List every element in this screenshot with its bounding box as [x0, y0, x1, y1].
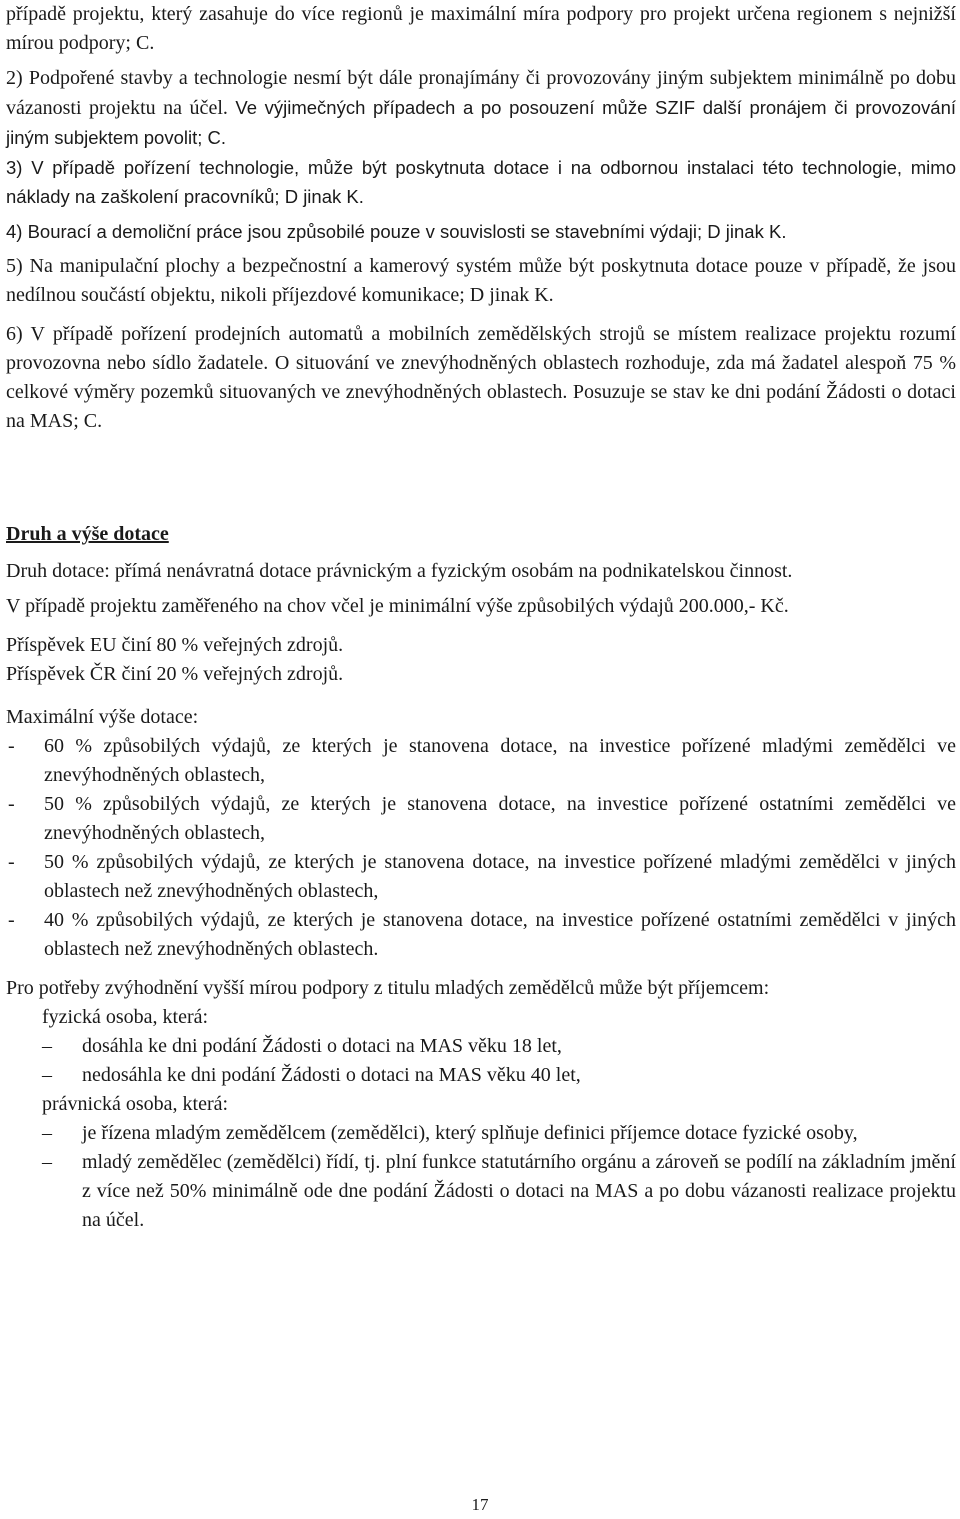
max-grant-heading: Maximální výše dotace: [6, 706, 199, 728]
young-farmers-paragraph: Pro potřeby zvýhodnění vyšší mírou podpory z titulu mladých zemědělců může být příjemcem: [6, 977, 770, 999]
page-number: 17 [471, 1495, 489, 1514]
list-item-4: 4) Bourací a demoliční práce jsou způsobilé pouze v souvislosti se stavebními výdaji; D jinak K. [6, 221, 787, 242]
eu-contribution: Příspěvek EU činí 80 % veřejných zdrojů. [6, 634, 344, 656]
hyphen-marker: - [8, 735, 15, 757]
bees-paragraph: V případě projektu zaměřeného na chov včel je minimální výše způsobilých výdajů 200.000,- Kč. [6, 595, 789, 617]
list-item [6, 1119, 956, 1148]
list-item-text: 60 % způsobilých výdajů, ze kterých je stanovena dotace, na investice pořízené mladými zemědělci ve znevýhodněných oblastech, [44, 735, 956, 786]
continued-paragraph: případě projektu, který zasahuje do více regionů je maximální míra podpory pro projekt určena regionem s nejnižší mírou podpory; C. [6, 3, 956, 54]
document-page [6, 0, 956, 1235]
list-item-text: mladý zemědělec (zemědělci) řídí, tj. plní funkce statutárního orgánu a zároveň se podílí na základním jmění z více než 50% minimálně ode dne podání Žádosti o dotaci na MAS a po dobu vázanosti realizace projektu na účel. [82, 1151, 956, 1231]
em-dash-marker: – [42, 1064, 52, 1086]
section-heading: Druh a výše dotace [6, 523, 169, 545]
list-item [6, 1061, 956, 1090]
list-item [6, 790, 956, 848]
list-item-text: dosáhla ke dni podání Žádosti o dotaci na MAS věku 18 let, [82, 1035, 562, 1057]
list-item-text: nedosáhla ke dni podání Žádosti o dotaci na MAS věku 40 let, [82, 1064, 581, 1086]
list-item [6, 1148, 956, 1235]
list-item-text: 40 % způsobilých výdajů, ze kterých je stanovena dotace, na investice pořízené ostatními zemědělci v jiných oblastech než znevýhodněných oblastech. [44, 909, 956, 960]
list-item-5: 5) Na manipulační plochy a bezpečnostní a kamerový systém může být poskytnuta dotace pouze v případě, že jsou nedílnou součástí objektu, nikoli příjezdové komunikace; D jinak K. [6, 255, 956, 306]
list-item-text: 50 % způsobilých výdajů, ze kterých je stanovena dotace, na investice pořízené mladými zemědělci v jiných oblastech než znevýhodněných oblastech, [44, 851, 956, 902]
list-item [6, 732, 956, 790]
natural-person-label: fyzická osoba, která: [42, 1006, 209, 1028]
em-dash-marker: – [42, 1035, 52, 1057]
list-item [6, 1032, 956, 1061]
em-dash-marker: – [42, 1122, 52, 1144]
list-item-2-text: 2) Podpořené stavby a technologie nesmí být dále pronajímány či provozovány jiným subjektem minimálně po dobu vázanosti projektu na účel. [6, 67, 956, 119]
hyphen-marker: - [8, 851, 15, 873]
grant-type-paragraph: Druh dotace: přímá nenávratná dotace právnickým a fyzickým osobám na podnikatelskou činnost. [6, 560, 793, 582]
list-item-text: 50 % způsobilých výdajů, ze kterých je stanovena dotace, na investice pořízené ostatními zemědělci ve znevýhodněných oblastech, [44, 793, 956, 844]
list-item-text: je řízena mladým zemědělcem (zemědělci), který splňuje definici příjemce dotace fyzické osoby, [82, 1122, 858, 1144]
max-grant-list [6, 732, 956, 964]
list-item [6, 906, 956, 964]
hyphen-marker: - [8, 793, 15, 815]
cr-contribution: Příspěvek ČR činí 20 % veřejných zdrojů. [6, 663, 344, 685]
em-dash-marker: – [42, 1151, 52, 1173]
hyphen-marker: - [8, 909, 15, 931]
list-item-2-text-sans: Ve výjimečných případech a po posouzení může SZIF další pronájem či provozování jiným subjektem povolit; C. [6, 97, 956, 148]
list-item [6, 848, 956, 906]
list-item-6: 6) V případě pořízení prodejních automatů a mobilních zemědělských strojů se místem realizace projektu rozumí provozovna nebo sídlo žadatele. O situování ve znevýhodněných oblastech rozhoduje, zda má žadatel alespoň 75 % celkové výměry pozemků situovaných ve znevýhodněných oblastech. Posuzuje se stav ke dni podání Žádosti o dotaci na MAS; C. [6, 323, 956, 432]
legal-person-label: právnická osoba, která: [42, 1093, 229, 1115]
list-item-2 [6, 64, 956, 153]
list-item-3: 3) V případě pořízení technologie, může být poskytnuta dotace i na odbornou instalaci této technologie, mimo náklady na zaškolení pracovníků; D jinak K. [6, 157, 956, 207]
